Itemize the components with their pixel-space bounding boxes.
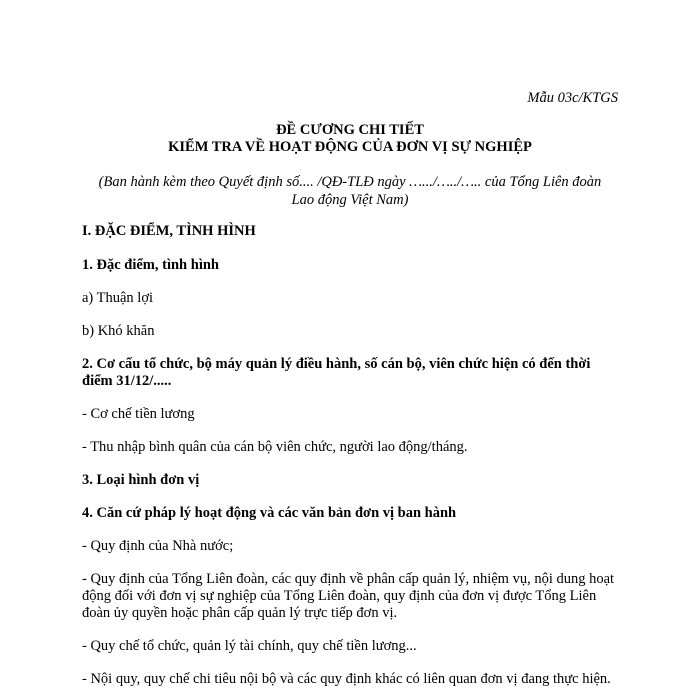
document-body xyxy=(82,223,622,688)
paragraph-organization-rules: - Quy chế tổ chức, quản lý tài chính, quy chế tiền lương... xyxy=(82,638,417,654)
paragraph-internal-rules: - Nội quy, quy chế chi tiêu nội bộ và các quy định khác có liên quan đơn vị đang thực hiện. xyxy=(82,671,611,687)
document-subtitle xyxy=(0,173,700,209)
form-code: Mẫu 03c/KTGS xyxy=(527,90,618,106)
subtitle-line-1: (Ban hành kèm theo Quyết định số.... /QĐ-TLĐ ngày ….../…../….. của Tổng Liên đoàn xyxy=(98,174,602,190)
paragraph-advantages: a) Thuận lợi xyxy=(82,290,154,306)
title-line-2: KIỂM TRA VỀ HOẠT ĐỘNG CỦA ĐƠN VỊ SỰ NGHIỆP xyxy=(168,139,532,155)
paragraph-salary-mechanism: - Cơ chế tiền lương xyxy=(82,406,195,422)
document-title xyxy=(0,122,700,156)
subsection-heading-1-4: 4. Căn cứ pháp lý hoạt động và các văn bản đơn vị ban hành xyxy=(82,505,457,521)
paragraph-state-regulations: - Quy định của Nhà nước; xyxy=(82,538,234,554)
paragraph-average-income: - Thu nhập bình quân của cán bộ viên chức, người lao động/tháng. xyxy=(82,439,468,455)
subtitle-line-2: Lao động Việt Nam) xyxy=(291,192,409,208)
paragraph-federation-regulations: - Quy định của Tổng Liên đoàn, các quy định về phân cấp quản lý, nhiệm vụ, nội dung hoạt động đối với đơn vị sự nghiệp của Tổng Liên đoàn, quy định của đơn vị được Tổng Liên đoàn ủy quyền hoặc phân cấp quản lý trực tiếp đơn vị. xyxy=(82,571,615,621)
subsection-heading-1-1: 1. Đặc điểm, tình hình xyxy=(82,257,219,273)
subsection-heading-1-2: 2. Cơ cấu tổ chức, bộ máy quản lý điều hành, số cán bộ, viên chức hiện có đến thời điểm 31/12/..... xyxy=(82,356,591,389)
paragraph-difficulties: b) Khó khăn xyxy=(82,323,155,339)
subsection-heading-1-3: 3. Loại hình đơn vị xyxy=(82,472,200,488)
title-line-1: ĐỀ CƯƠNG CHI TIẾT xyxy=(276,122,424,138)
section-heading-1: I. ĐẶC ĐIỂM, TÌNH HÌNH xyxy=(82,223,256,239)
